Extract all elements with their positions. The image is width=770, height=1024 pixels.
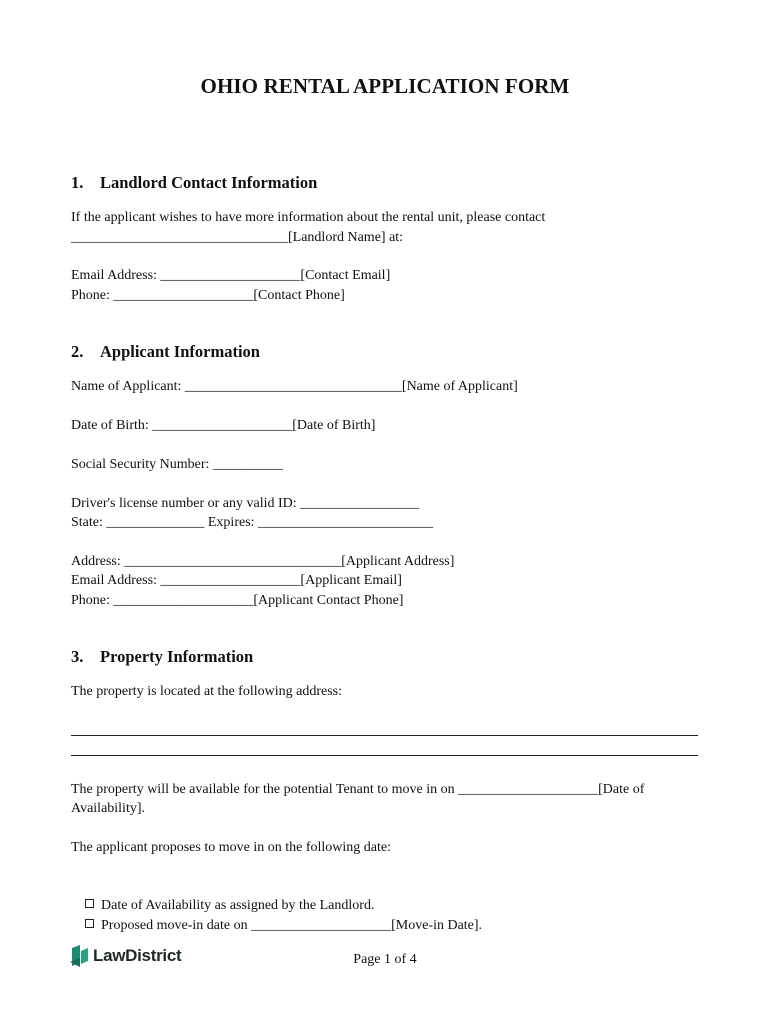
lawdistrict-logo-text: LawDistrict <box>93 946 182 965</box>
option-label: Proposed move-in date on ____________________[Move-in Date]. <box>101 918 483 933</box>
landlord-intro-line: If the applicant wishes to have more information about the rental unit, please contact <box>71 210 546 225</box>
section-heading-property <box>71 647 253 667</box>
availability-line-cont: Availability]. <box>71 801 145 816</box>
applicant-license-field: Driver's license number or any valid ID: _________________ <box>71 496 420 511</box>
landlord-name-field: _______________________________[Landlord Name] at: <box>71 230 404 245</box>
applicant-dob-field: Date of Birth: ____________________[Date of Birth] <box>71 418 376 433</box>
applicant-ssn-field: Social Security Number: __________ <box>71 457 283 472</box>
move-in-intro: The applicant proposes to move in on the following date: <box>71 840 391 855</box>
property-address-blank-line <box>71 755 698 756</box>
checkbox-proposed-date[interactable] <box>85 919 94 928</box>
section-number: 3. <box>71 647 84 666</box>
section-title: Applicant Information <box>100 342 260 361</box>
section-heading-landlord <box>71 173 317 193</box>
applicant-state-expires-field: State: ______________ Expires: _________________________ <box>71 515 434 530</box>
section-number: 1. <box>71 173 84 192</box>
option-label: Date of Availability as assigned by the Landlord. <box>101 898 375 913</box>
applicant-email-field: Email Address: ____________________[Applicant Email] <box>71 573 402 588</box>
applicant-phone-field: Phone: ____________________[Applicant Contact Phone] <box>71 593 404 608</box>
landlord-phone-field: Phone: ____________________[Contact Phone] <box>71 288 345 303</box>
applicant-name-field: Name of Applicant: _______________________________[Name of Applicant] <box>71 379 518 394</box>
section-heading-applicant <box>71 342 260 362</box>
page-number: Page 1 of 4 <box>353 952 417 967</box>
property-address-blank-line <box>71 735 698 736</box>
availability-line: The property will be available for the potential Tenant to move in on ____________________[Date of <box>71 782 645 797</box>
landlord-email-field: Email Address: ____________________[Contact Email] <box>71 268 391 283</box>
section-number: 2. <box>71 342 84 361</box>
applicant-address-field: Address: _______________________________[Applicant Address] <box>71 554 455 569</box>
section-title: Property Information <box>100 647 254 666</box>
section-title: Landlord Contact Information <box>100 173 318 192</box>
document-title: OHIO RENTAL APPLICATION FORM <box>200 74 570 98</box>
property-address-intro: The property is located at the following address: <box>71 684 342 699</box>
